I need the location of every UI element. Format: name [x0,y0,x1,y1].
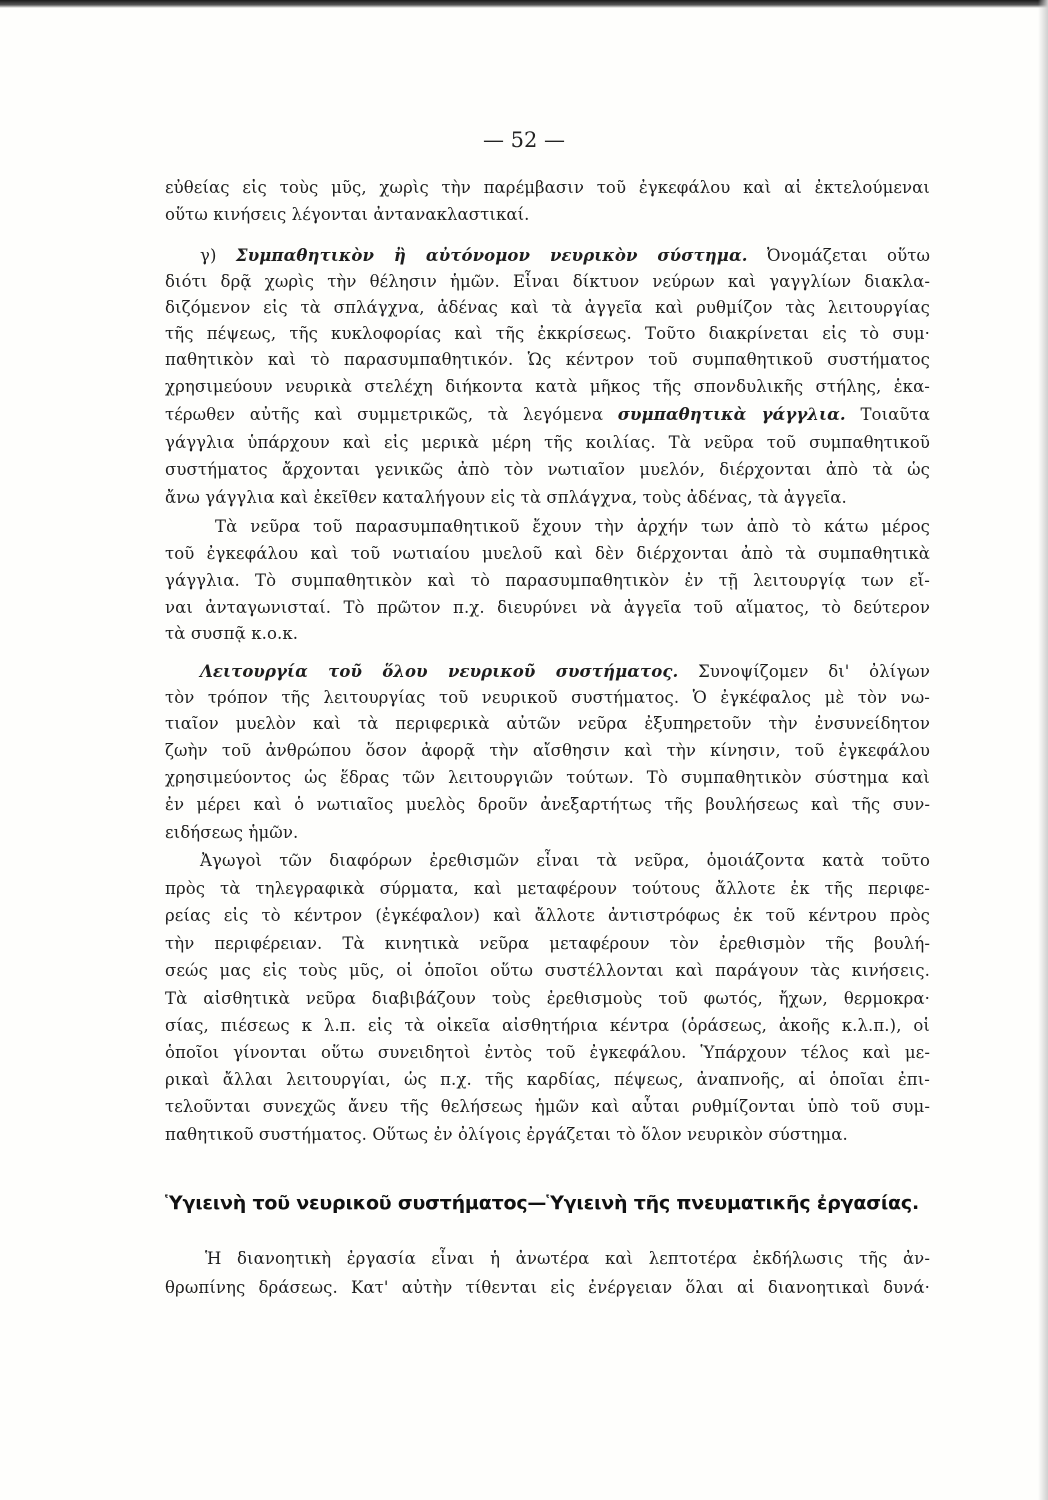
section-heading: Ὑγιεινὴ τοῦ νευρικοῦ συστήματος—Ὑγιεινὴ τῆς πνευματικῆς ἐργασίας. [165,1192,919,1214]
text-line: ἄνω γάγγλια καὶ ἐκεῖθεν καταλήγουν εἰς τὰ σπλάγχνα, τοὺς ἀδένας, τὰ ἀγγεῖα. [165,488,847,507]
text-line: γάγγλια ὑπάρχουν καὶ εἰς μερικὰ μέρη τῆς κοιλίας. Τὰ νεῦρα τοῦ συμπαθητικοῦ [165,433,930,452]
text-line: σεώς μας εἰς τοὺς μῦς, οἱ ὁποῖοι οὕτω συστέλλονται καὶ παράγουν τὰς κινήσεις. [165,961,930,980]
page-number: — 52 — [482,128,566,152]
text-line: χρησιμεύουν νευρικὰ στελέχη διήκοντα κατὰ μῆκος τῆς σπονδυλικῆς στήλης, ἑκα- [165,377,930,396]
text-line: χρησιμεύοντος ὡς ἕδρας τῶν λειτουργιῶν τούτων. Τὸ συμπαθητικὸν σύστημα καὶ [165,768,930,787]
text-line: τῆς πέψεως, τῆς κυκλοφορίας καὶ τῆς ἐκκρίσεως. Τοῦτο διακρίνεται εἰς τὸ συμ· [165,324,930,343]
text-line: Ἡ διανοητικὴ ἐργασία εἶναι ἡ ἀνωτέρα καὶ λεπτοτέρα ἐκδήλωσις τῆς ἀν- [205,1249,930,1268]
text-line: διζόμενον εἰς τὰ σπλάγχνα, ἀδένας καὶ τὰ ἀγγεῖα καὶ ρυθμίζον τὰς λειτουργίας [165,298,930,317]
text-line: εὐθείας εἰς τοὺς μῦς, χωρὶς τὴν παρέμβασιν τοῦ ἐγκεφάλου καὶ αἱ ἐκτελούμεναι [165,178,930,197]
text-line: θρωπίνης δράσεως. Κατ' αὐτὴν τίθενται εἰς ἐνέργειαν ὅλαι αἱ διανοητικαὶ δυνά· [165,1278,930,1297]
text-line: τὴν περιφέρειαν. Τὰ κινητικὰ νεῦρα μεταφέρουν τὸν ἐρεθισμὸν τῆς βουλή- [165,934,930,953]
section-subheading-line: γ) Συμπαθητικὸν ἢ αὐτόνομον νευρικὸν σύστημα. Ὀνομάζεται οὕτω [200,246,931,265]
text-line: συστήματος ἄρχονται γενικῶς ἀπὸ τὸν νωτιαῖον μυελόν, διέρχονται ἀπὸ τὰ ὡς [165,460,930,479]
text-line: τοῦ ἐγκεφάλου καὶ τοῦ νωτιαίου μυελοῦ καὶ δὲν διέρχονται ἀπὸ τὰ συμπαθητικὰ [165,544,930,563]
text-line: ζωὴν τοῦ ἀνθρώπου ὅσον ἀφορᾷ τὴν αἴσθησιν καὶ τὴν κίνησιν, τοῦ ἐγκεφάλου [165,741,930,760]
text-line: τελοῦνται συνεχῶς ἄνευ τῆς θελήσεως ἡμῶν καὶ αὗται ρυθμίζονται ὑπὸ τοῦ συμ- [165,1097,930,1116]
text-line: πρὸς τὰ τηλεγραφικὰ σύρματα, καὶ μεταφέρουν τούτους ἄλλοτε ἐκ τῆς περιφε- [165,879,930,898]
text-line: ὁποῖοι γίνονται οὕτω συνειδητοὶ ἐντὸς τοῦ ἐγκεφάλου. Ὑπάρχουν τέλος καὶ με- [165,1043,930,1062]
section-subheading-line: Λειτουργία τοῦ ὅλου νευρικοῦ συστήματος. Συνοψίζομεν δι' ὀλίγων [200,662,930,681]
text-line: σίας, πιέσεως κ λ.π. εἰς τὰ οἰκεῖα αἰσθητήρια κέντρα (ὁράσεως, ἀκοῆς κ.λ.π.), οἱ [165,1016,930,1035]
text-line: Τὰ νεῦρα τοῦ παρασυμπαθητικοῦ ἔχουν τὴν ἀρχήν των ἀπὸ τὸ κάτω μέρος [215,517,930,536]
text-line: ναι ἀνταγωνισταί. Τὸ πρῶτον π.χ. διευρύνει νὰ ἀγγεῖα τοῦ αἵματος, τὸ δεύτερον [165,598,930,617]
text-line: οὕτω κινήσεις λέγονται ἀντανακλαστικαί. [165,205,530,224]
text-line: τὸν τρόπον τῆς λειτουργίας τοῦ νευρικοῦ συστήματος. Ὁ ἐγκέφαλος μὲ τὸν νω- [165,688,930,707]
nervous-system-function-title: Λειτουργία τοῦ ὅλου νευρικοῦ συστήματος. [200,662,679,681]
sympathetic-ganglia-term: συμπαθητικὰ γάγγλια. [617,405,846,424]
text-line: τέρωθεν αὐτῆς καὶ συμμετρικῶς, τὰ λεγόμενα συμπαθητικὰ γάγγλια. Τοιαῦτα [165,405,930,424]
text-line: τιαῖον μυελὸν καὶ τὰ περιφερικὰ αὐτῶν νεῦρα ἐξυπηρετοῦν τὴν ἐνσυνείδητον [165,714,930,733]
text-line: ρικαὶ ἄλλαι λειτουργίαι, ὡς π.χ. τῆς καρδίας, πέψεως, ἀναπνοῆς, αἱ ὁποῖαι ἐπι- [165,1070,930,1089]
text-line: ειδήσεως ἡμῶν. [165,823,299,842]
scan-top-edge [0,0,1048,8]
text-line: Ἀγωγοὶ τῶν διαφόρων ἐρεθισμῶν εἶναι τὰ νεῦρα, ὁμοιάζοντα κατὰ τοῦτο [200,851,930,870]
text-line: ρείας εἰς τὸ κέντρον (ἐγκέφαλον) καὶ ἄλλοτε ἀντιστρόφως ἐκ τοῦ κέντρου πρὸς [165,906,930,925]
text-line: παθητικὸν καὶ τὸ παρασυμπαθητικόν. Ὡς κέντρον τοῦ συμπαθητικοῦ συστήματος [165,350,930,369]
text-line: ἐν μέρει καὶ ὁ νωτιαῖος μυελὸς δροῦν ἀνεξαρτήτως τῆς βουλήσεως καὶ τῆς συν- [165,795,930,814]
text-line: Τὰ αἰσθητικὰ νεῦρα διαβιβάζουν τοὺς ἐρεθισμοὺς τοῦ φωτός, ἤχων, θερμοκρα· [165,989,930,1008]
scan-right-edge [1038,0,1048,1500]
sympathetic-system-title: Συμπαθητικὸν ἢ αὐτόνομον νευρικὸν σύστημα. [235,246,748,265]
text-line: παθητικοῦ συστήματος. Οὕτως ἐν ὀλίγοις ἐργάζεται τὸ ὅλον νευρικὸν σύστημα. [165,1125,848,1144]
text-line: γάγγλια. Τὸ συμπαθητικὸν καὶ τὸ παρασυμπαθητικὸν ἐν τῇ λειτουργίᾳ των εἴ- [165,571,930,590]
text-line: διότι δρᾷ χωρὶς τὴν θέλησιν ἡμῶν. Εἶναι δίκτυον νεύρων καὶ γαγγλίων διακλα- [165,272,930,291]
text-line: τὰ συσπᾷ κ.ο.κ. [165,624,299,643]
